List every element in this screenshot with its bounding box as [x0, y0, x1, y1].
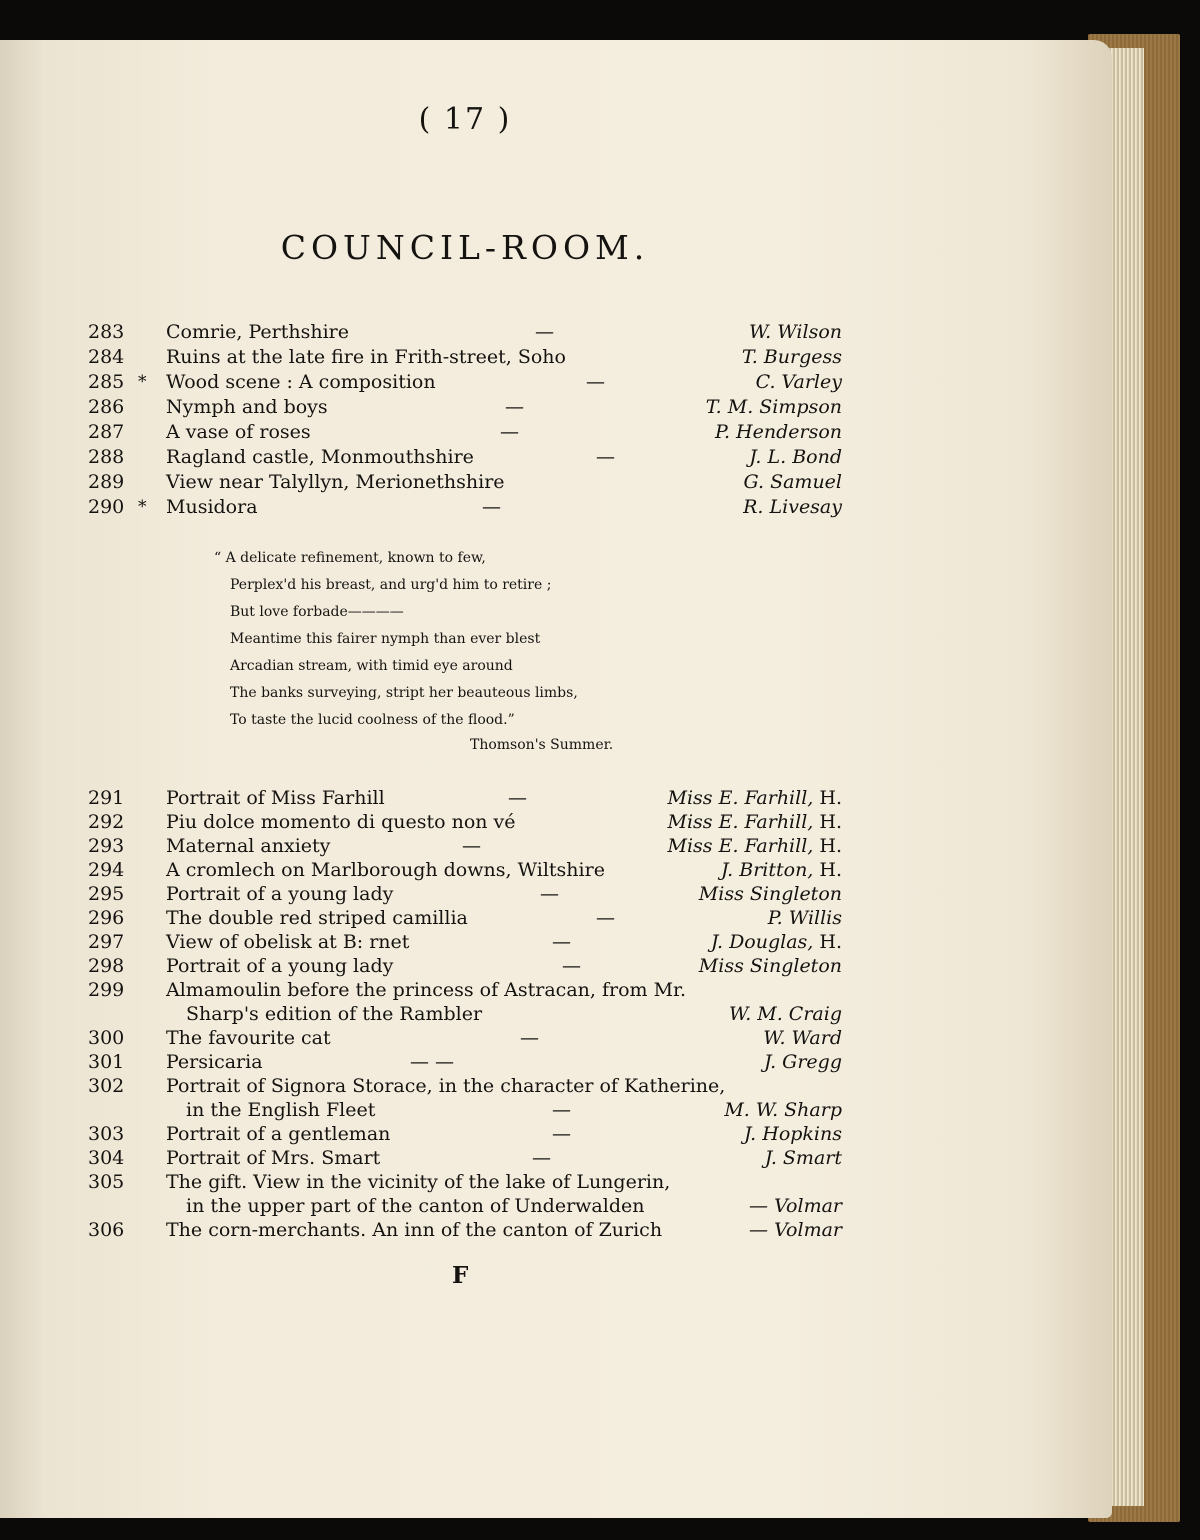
catalogue-entry [0, 395, 900, 419]
entry-title: Portrait of Miss Farhill [166, 787, 385, 809]
entry-title: Portrait of Mrs. Smart [166, 1147, 381, 1169]
catalogue-entry [0, 495, 900, 519]
entry-number: 287 [88, 421, 125, 443]
entry-number: 304 [88, 1147, 125, 1169]
entry-title: Piu dolce momento di questo non vé [166, 811, 516, 833]
verse-line: Meantime this fairer nymph than ever blest [230, 631, 541, 647]
entry-number: 290 [88, 496, 125, 518]
entry-artist: W. Ward [763, 1027, 842, 1049]
entry-dash: — [552, 931, 571, 953]
entry-number: 284 [88, 346, 125, 368]
entry-number: 305 [88, 1171, 125, 1193]
entry-title: A vase of roses [166, 421, 311, 443]
entry-title: Persicaria [166, 1051, 263, 1073]
catalogue-entry [0, 810, 900, 834]
catalogue-entry [0, 1170, 900, 1194]
book-page [0, 40, 1112, 1518]
catalogue-entry [0, 345, 900, 369]
entry-dash: — [462, 835, 481, 857]
entry-number: 301 [88, 1051, 125, 1073]
verse-line: The banks surveying, stript her beauteous limbs, [230, 685, 578, 701]
entry-number: 300 [88, 1027, 125, 1049]
entry-number: 294 [88, 859, 125, 881]
catalogue-entry [0, 1074, 900, 1098]
catalogue-entry [0, 858, 900, 882]
entry-number: 288 [88, 446, 125, 468]
entry-asterisk: * [138, 372, 147, 392]
entry-dash: — [552, 1099, 571, 1121]
verse-line: But love forbade———— [230, 604, 404, 620]
entry-number: 292 [88, 811, 125, 833]
entry-artist: P. Henderson [715, 421, 842, 443]
entry-number: 298 [88, 955, 125, 977]
entry-artist: J. Smart [764, 1147, 842, 1169]
entry-dash: — [482, 496, 501, 518]
catalogue-entry [0, 906, 900, 930]
entry-title: Ragland castle, Monmouthshire [166, 446, 474, 468]
entry-honorary-mark: H. [819, 811, 842, 833]
entry-artist: Miss Singleton [698, 883, 842, 905]
entry-number: 303 [88, 1123, 125, 1145]
entry-honorary-mark: H. [819, 835, 842, 857]
entry-number: 285 [88, 371, 125, 393]
entry-artist: — Volmar [749, 1195, 842, 1217]
entry-artist: C. Varley [755, 371, 842, 393]
entry-artist: M. W. Sharp [724, 1099, 842, 1121]
catalogue-entry [0, 445, 900, 469]
entry-dash: — [586, 371, 605, 393]
entry-title: in the English Fleet [186, 1099, 376, 1121]
entry-title: Comrie, Perthshire [166, 321, 349, 343]
catalogue-entry-continuation [0, 1098, 900, 1122]
entry-number: 299 [88, 979, 125, 1001]
entry-title: Portrait of a gentleman [166, 1123, 391, 1145]
entry-number: 306 [88, 1219, 125, 1241]
verse-line: “ A delicate refinement, known to few, [214, 550, 486, 566]
catalogue-entry [0, 834, 900, 858]
entry-artist: J. Hopkins [744, 1123, 842, 1145]
entry-artist: T. Burgess [741, 346, 842, 368]
catalogue-entry-continuation [0, 1002, 900, 1026]
section-title: COUNCIL-ROOM. [280, 228, 650, 267]
catalogue-entry [0, 1122, 900, 1146]
entry-dash: — [500, 421, 519, 443]
entry-artist: T. M. Simpson [705, 396, 842, 418]
catalogue-entry [0, 930, 900, 954]
entry-number: 289 [88, 471, 125, 493]
verse-line: Perplex'd his breast, and urg'd him to retire ; [230, 577, 552, 593]
entry-dash: — [562, 955, 581, 977]
verse-line: Arcadian stream, with timid eye around [230, 658, 513, 674]
entry-honorary-mark: H. [819, 931, 842, 953]
catalogue-entry [0, 978, 900, 1002]
entry-dash: — [540, 883, 559, 905]
entry-dash: — [596, 907, 615, 929]
entry-dash: — [535, 321, 554, 343]
entry-dash: — — [410, 1051, 455, 1073]
entry-artist: R. Livesay [743, 496, 842, 518]
entry-title: A cromlech on Marlborough downs, Wiltshire [166, 859, 605, 881]
entry-title: Nymph and boys [166, 396, 328, 418]
catalogue-entry [0, 1146, 900, 1170]
quote-source-text: Thomson's Summer. [470, 737, 614, 753]
catalogue-entry-continuation [0, 1194, 900, 1218]
entry-honorary-mark: H. [819, 859, 842, 881]
entry-number: 295 [88, 883, 125, 905]
catalogue-entry [0, 882, 900, 906]
entry-title: The double red striped camillia [166, 907, 468, 929]
catalogue-entry [0, 1026, 900, 1050]
catalogue-entry [0, 420, 900, 444]
entry-artist: W. Wilson [748, 321, 842, 343]
entry-artist: J. Britton, [721, 859, 814, 881]
entry-number: 293 [88, 835, 125, 857]
page-number: ( 17 ) [418, 102, 512, 137]
entry-dash: — [532, 1147, 551, 1169]
entry-title: The gift. View in the vicinity of the lake of Lungerin, [166, 1171, 671, 1193]
catalogue-entry [0, 1218, 900, 1242]
entry-number: 291 [88, 787, 125, 809]
entry-artist: J. Douglas, [710, 931, 814, 953]
entry-dash: — [508, 787, 527, 809]
entry-artist: J. L. Bond [749, 446, 842, 468]
catalogue-entry [0, 320, 900, 344]
entry-artist: W. M. Craig [728, 1003, 842, 1025]
entry-honorary-mark: H. [819, 787, 842, 809]
entry-number: 297 [88, 931, 125, 953]
catalogue-entry [0, 786, 900, 810]
entry-title: Portrait of Signora Storace, in the character of Katherine, [166, 1075, 726, 1097]
entry-artist: Miss E. Farhill, [667, 787, 814, 809]
entry-title: Sharp's edition of the Rambler [186, 1003, 483, 1025]
catalogue-entry [0, 954, 900, 978]
quote-source [0, 737, 900, 757]
entry-title: Wood scene : A composition [166, 371, 436, 393]
entry-artist: — Volmar [749, 1219, 842, 1241]
entry-title: Portrait of a young lady [166, 955, 394, 977]
entry-artist: Miss Singleton [698, 955, 842, 977]
entry-artist: Miss E. Farhill, [667, 811, 814, 833]
entry-number: 286 [88, 396, 125, 418]
entry-artist: Miss E. Farhill, [667, 835, 814, 857]
verse-line: To taste the lucid coolness of the flood.” [230, 712, 515, 728]
catalogue-entry [0, 370, 900, 394]
entry-dash: — [505, 396, 524, 418]
signature-mark: F [452, 1262, 469, 1289]
entry-artist: G. Samuel [743, 471, 842, 493]
entry-number: 283 [88, 321, 125, 343]
entry-title: Almamoulin before the princess of Astracan, from Mr. [166, 979, 687, 1001]
entry-title: View near Talyllyn, Merionethshire [166, 471, 505, 493]
entry-title: Portrait of a young lady [166, 883, 394, 905]
catalogue-entry [0, 1050, 900, 1074]
entry-title: Ruins at the late fire in Frith-street, Soho [166, 346, 566, 368]
entry-dash: — [552, 1123, 571, 1145]
entry-dash: — [596, 446, 615, 468]
entry-title: in the upper part of the canton of Underwalden [186, 1195, 645, 1217]
entry-title: The favourite cat [166, 1027, 331, 1049]
entry-artist: P. Willis [767, 907, 842, 929]
entry-asterisk: * [138, 497, 147, 517]
entry-title: The corn-merchants. An inn of the canton of Zurich [166, 1219, 663, 1241]
entry-title: Musidora [166, 496, 258, 518]
verse-quote [0, 550, 900, 750]
entry-title: View of obelisk at B: rnet [166, 931, 410, 953]
entry-dash: — [520, 1027, 539, 1049]
entry-number: 296 [88, 907, 125, 929]
entry-number: 302 [88, 1075, 125, 1097]
catalogue-entry [0, 470, 900, 494]
entry-artist: J. Gregg [763, 1051, 842, 1073]
entry-title: Maternal anxiety [166, 835, 331, 857]
